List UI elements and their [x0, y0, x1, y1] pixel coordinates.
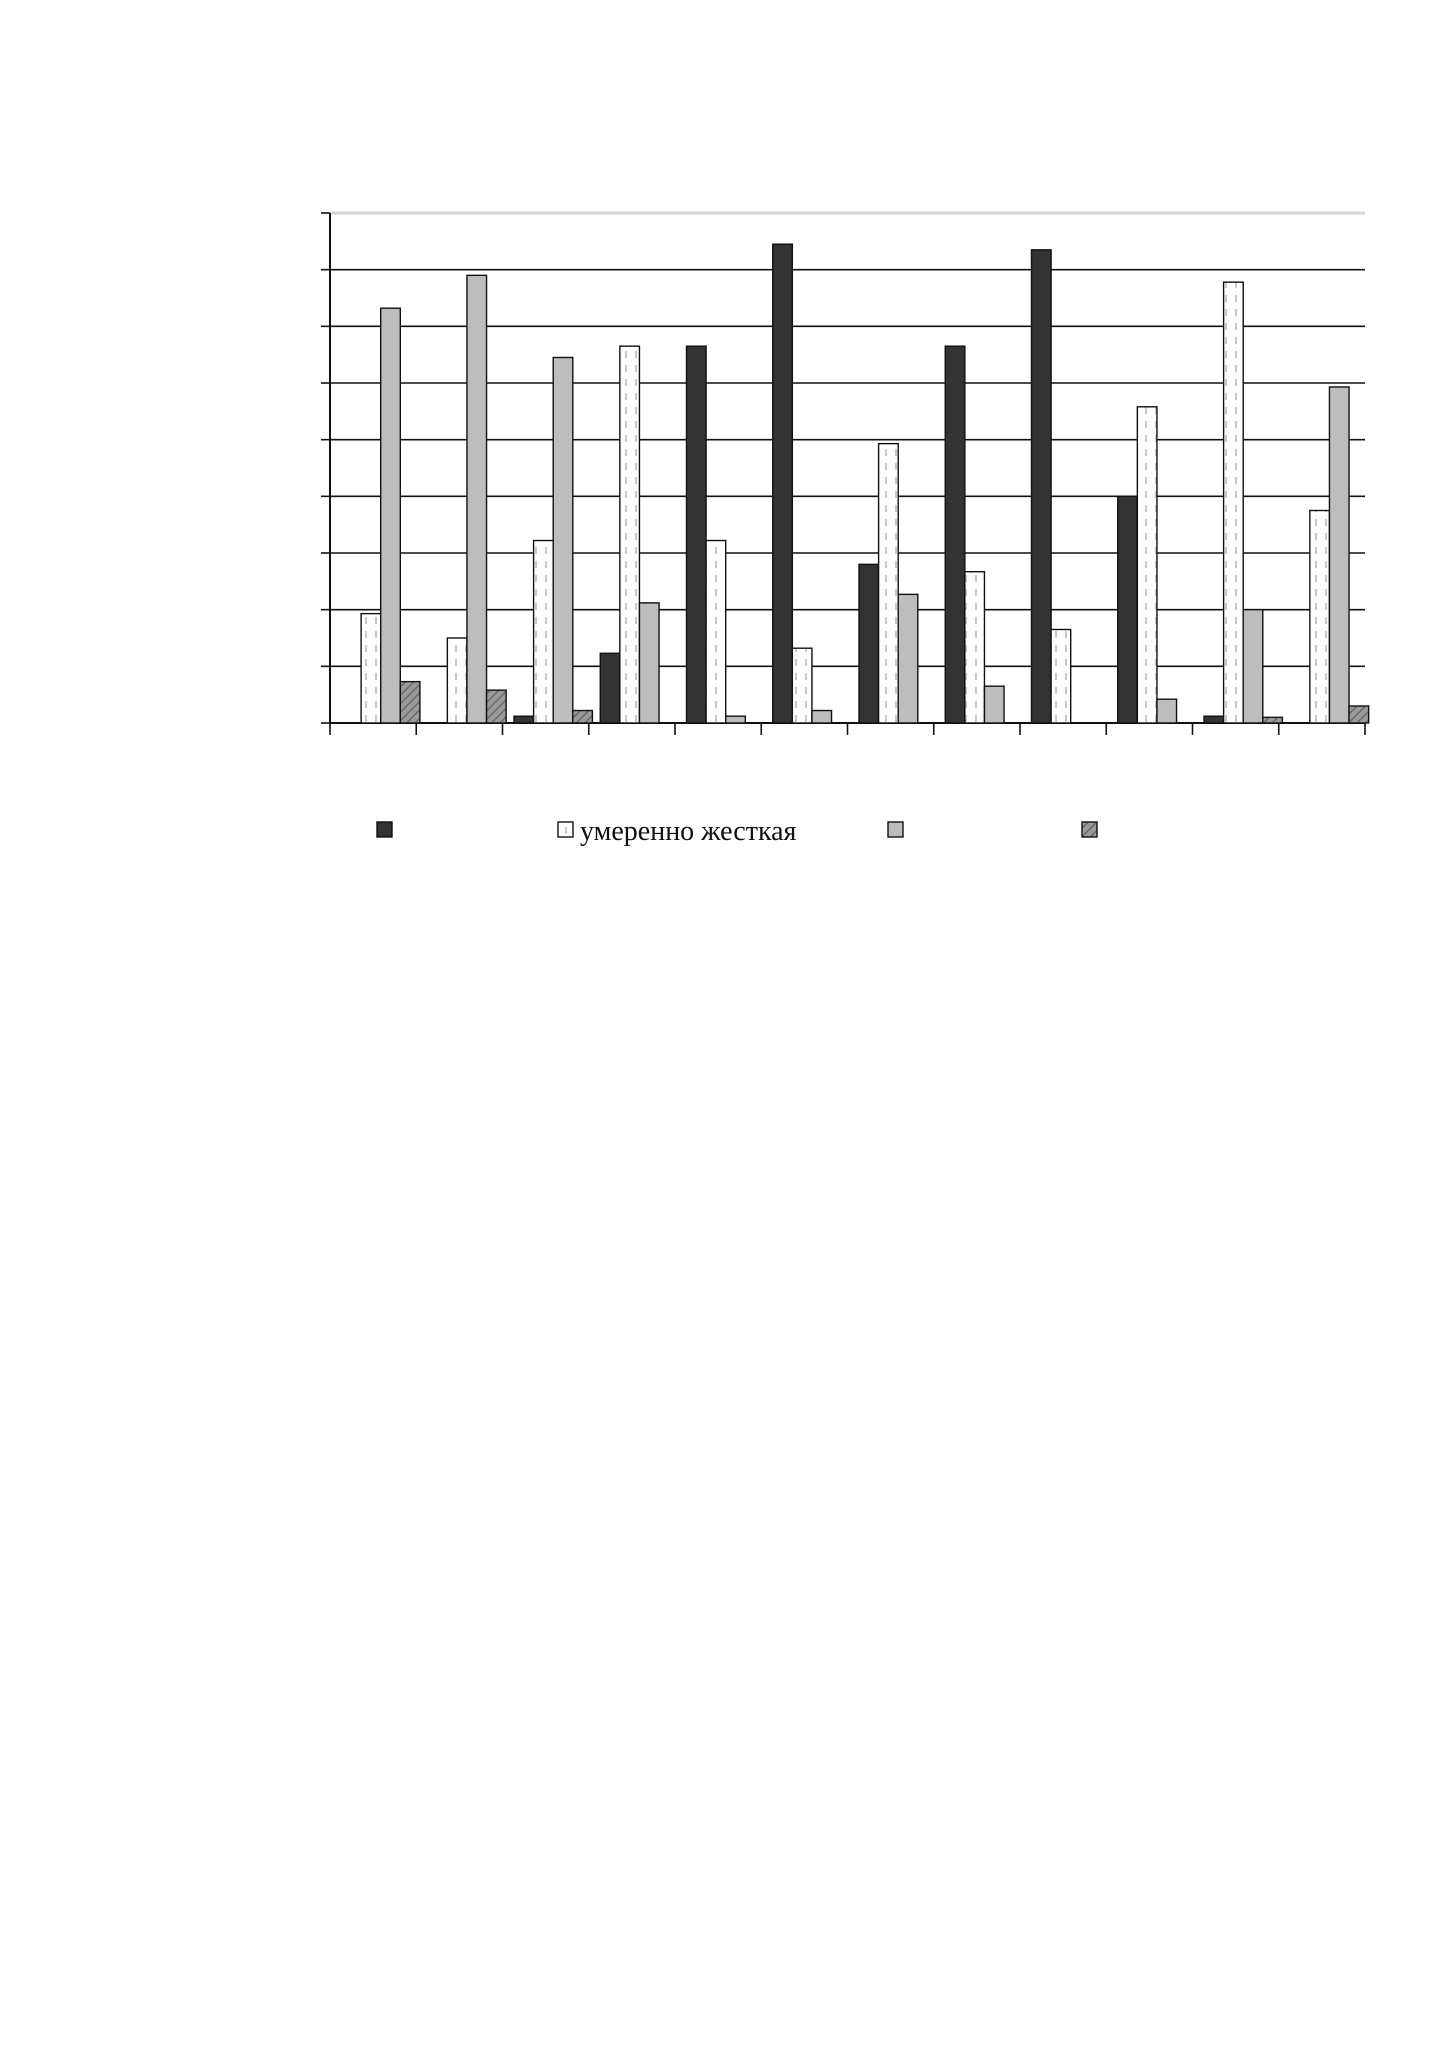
bar-series-3-cat-5 — [726, 716, 746, 723]
bar-series-2-cat-7 — [879, 444, 899, 723]
bar-series-4-cat-1 — [400, 682, 420, 723]
bar-series-1-cat-10 — [1118, 496, 1138, 723]
bar-series-1-cat-9 — [1032, 250, 1052, 723]
bar-series-2-cat-12 — [1310, 511, 1330, 724]
bar-series-4-cat-12 — [1349, 706, 1369, 723]
bar-series-3-cat-12 — [1329, 387, 1349, 723]
legend-swatch-3 — [888, 822, 903, 837]
bar-series-2-cat-2 — [447, 638, 467, 723]
bar-series-1-cat-4 — [600, 653, 620, 723]
bar-series-4-cat-11 — [1263, 717, 1283, 723]
bar-series-3-cat-10 — [1157, 699, 1177, 723]
bar-series-2-cat-3 — [534, 541, 554, 723]
bar-series-2-cat-10 — [1137, 407, 1157, 723]
bar-series-1-cat-7 — [859, 564, 879, 723]
bar-series-1-cat-11 — [1204, 716, 1224, 723]
bar-series-3-cat-7 — [898, 594, 918, 723]
legend-swatch-4 — [1082, 822, 1097, 837]
bar-series-2-cat-9 — [1051, 630, 1071, 724]
legend — [377, 816, 1097, 847]
legend-swatch-1 — [377, 822, 392, 837]
bar-series-3-cat-11 — [1243, 610, 1263, 723]
bar-series-2-cat-8 — [965, 572, 985, 723]
bar-series-2-cat-4 — [620, 346, 640, 723]
bar-series-1-cat-6 — [773, 244, 793, 723]
legend-swatch-2 — [558, 822, 573, 837]
bar-series-1-cat-5 — [687, 346, 707, 723]
bar-series-3-cat-3 — [553, 358, 573, 724]
bar-series-3-cat-4 — [639, 603, 659, 723]
bar-series-3-cat-2 — [467, 275, 487, 723]
bars — [361, 244, 1369, 723]
bar-series-4-cat-2 — [487, 690, 507, 723]
bar-series-3-cat-1 — [381, 308, 401, 723]
legend-label-2: умеренно жесткая — [580, 816, 797, 847]
bar-series-1-cat-3 — [514, 716, 534, 723]
bar-series-2-cat-11 — [1224, 282, 1244, 723]
bar-series-2-cat-5 — [706, 541, 726, 723]
bar-series-2-cat-6 — [792, 648, 812, 723]
bar-series-2-cat-1 — [361, 614, 381, 723]
bar-series-3-cat-8 — [984, 686, 1004, 723]
bar-series-1-cat-8 — [945, 346, 965, 723]
bar-series-4-cat-3 — [573, 711, 593, 723]
bar-series-3-cat-6 — [812, 711, 832, 723]
